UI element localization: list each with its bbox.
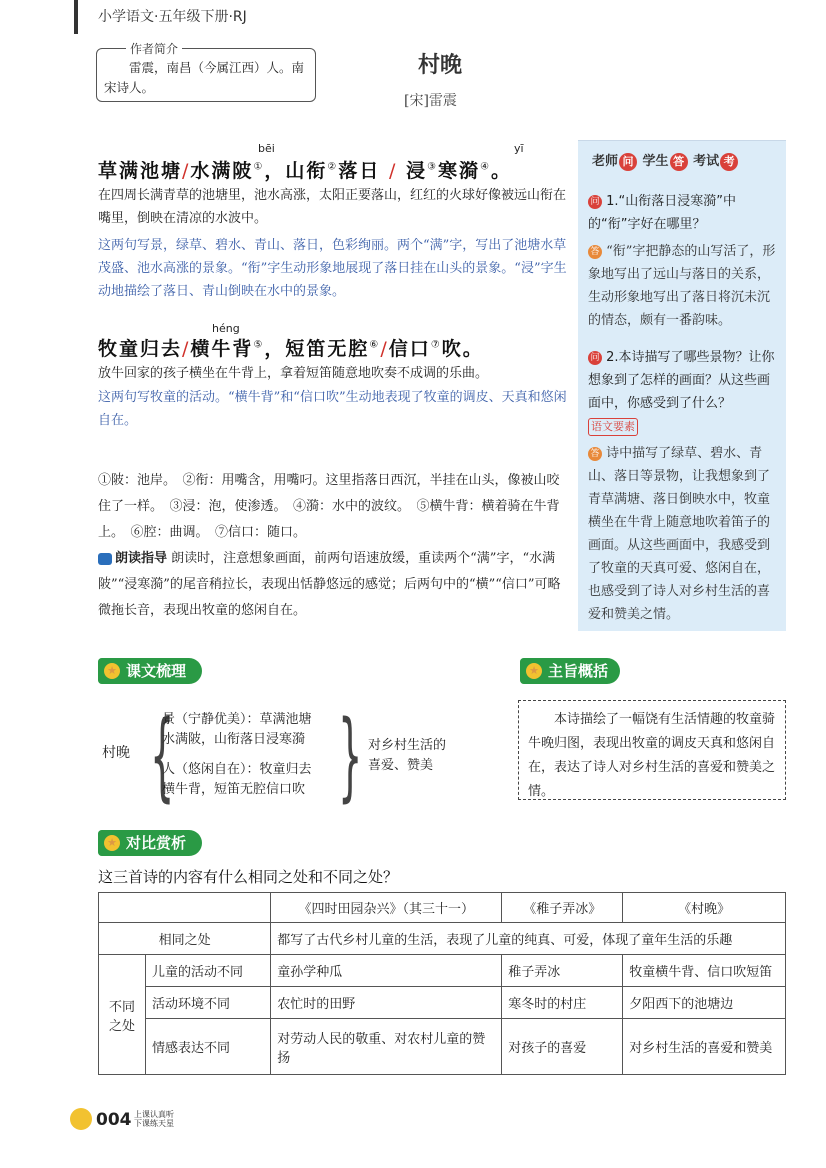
line1-analysis: 这两句写景，绿草、碧水、青山、落日，色彩绚丽。两个“满”字，写出了池塘水草茂盛、池水高涨的景象。“衔”字生动形象地展现了落日挂在山头的景象。“浸”字生动地描绘了落日、青山倒映在水中的景象。: [98, 238, 567, 299]
table-cell: 稚子弄冰: [502, 955, 623, 987]
page-number: 004: [96, 1110, 132, 1130]
author-text: 雷震，南昌（今属江西）人。南宋诗人。: [104, 60, 305, 95]
col-header-3: 《村晚》: [623, 893, 786, 923]
answer-1: “衔”字把静态的山写活了，形象地写出了远山与落日的关系，生动形象地写出了落日将沉未沉的情态，颇有一番韵味。: [588, 244, 776, 328]
question-2: 2.本诗描写了哪些景物？让你想象到了怎样的画面？从这些画面中，你感受到了什么？: [588, 350, 775, 411]
same-text: 都写了古代乡村儿童的生活，表现了儿童的纯真、可爱，体现了童年生活的乐趣: [271, 923, 786, 955]
pinyin-yi: yī: [514, 142, 524, 155]
line2-translation: 放牛回家的孩子横坐在牛背上，拿着短笛随意地吹奏不成调的乐曲。: [98, 366, 489, 381]
author-label: 作者简介: [126, 40, 182, 57]
star-icon: ★: [104, 835, 120, 851]
answer-badge: 答: [670, 153, 688, 171]
table-row: [99, 955, 786, 987]
notes: [98, 468, 568, 624]
table-cell: 农忙时的田野: [271, 987, 502, 1019]
line2-analysis: 这两句写牧童的活动。“横牛背”和“信口吹”生动地表现了牧童的调皮、天真和悠闲自在。: [98, 390, 567, 428]
header-bar: [74, 0, 78, 34]
poem-title: 村晚: [418, 53, 463, 78]
row-label: 情感表达不同: [146, 1019, 271, 1075]
qa-body: [588, 190, 780, 626]
table-cell: 对乡村生活的喜爱和赞美: [623, 1019, 786, 1075]
table-cell: 夕阳西下的池塘边: [623, 987, 786, 1019]
answer-2: 诗中描写了绿草、碧水、青山、落日等景物，让我想象到了青草满塘、落日倒映水中，牧童横坐在牛背上随意地吹着笛子的画面。从这些画面中，我感受到了牧童的天真可爱、悠闲自在，也感受到了诗人对乡村生活的喜爱和赞美之情。: [588, 446, 771, 622]
theme-heading: ★ 主旨概括: [520, 658, 620, 684]
col-header-2: 《稚子弄冰》: [502, 893, 623, 923]
language-element-tag: 语文要素: [588, 418, 638, 436]
answer-icon: 答: [588, 245, 602, 259]
comparison-table: [98, 892, 786, 1075]
brace-left: {: [150, 700, 175, 812]
table-row: [99, 987, 786, 1019]
structure-people: 人（悠闲自在）：牧童归去 横牛背，短笛无腔信口吹: [162, 762, 312, 797]
table-cell: 寒冬时的村庄: [502, 987, 623, 1019]
pinyin-heng: héng: [212, 322, 240, 335]
question-badge: 问: [619, 153, 637, 171]
row-label: 活动环境不同: [146, 987, 271, 1019]
question-icon: 问: [588, 195, 602, 209]
footer-badge-icon: [70, 1108, 92, 1130]
table-cell: 童孙学种瓜: [271, 955, 502, 987]
pinyin-bei: bēi: [258, 142, 275, 155]
poem-line-2: 牧童归去/横牛背⑤，短笛无腔⑥/信口⑦吹。: [98, 338, 484, 360]
structure-root: 村晚: [102, 745, 130, 761]
structure-scene: 景（宁静优美）：草满池塘 水满陂，山衔落日浸寒漪: [162, 712, 312, 747]
question-1: 1.“山衔落日浸寒漪”中的“衔”字好在哪里？: [588, 194, 737, 232]
speaker-icon: [98, 553, 112, 565]
table-row-same: [99, 923, 786, 955]
brace-right: }: [338, 700, 363, 812]
compare-question: 这三首诗的内容有什么相同之处和不同之处？: [98, 868, 399, 886]
table-cell: 对孩子的喜爱: [502, 1019, 623, 1075]
diff-label: 不同 之处: [99, 955, 146, 1075]
footer-slogan: 上课认真听 下课练天星: [134, 1110, 174, 1128]
table-cell: 对劳动人民的敬重、对农村儿童的赞扬: [271, 1019, 502, 1075]
theme-text: 本诗描绘了一幅饶有生活情趣的牧童骑牛晚归图，表现出牧童的调皮天真和悠闲自在，表达了诗人对乡村生活的喜爱和赞美之情。: [528, 712, 776, 799]
row-label: 儿童的活动不同: [146, 955, 271, 987]
qa-panel-title: 老师 问 学生 答 考试 考: [592, 150, 739, 171]
star-icon: ★: [104, 663, 120, 679]
question-icon: 问: [588, 351, 602, 365]
exam-badge: 考: [720, 153, 738, 171]
same-label: 相同之处: [99, 923, 271, 955]
table-cell: 牧童横牛背、信口吹短笛: [623, 955, 786, 987]
table-header-row: [99, 893, 786, 923]
annotations: ①陂：池岸。 ②衔：用嘴含，用嘴叼。这里指落日西沉，半挂在山头，像被山咬住了一样。 ③浸：泡，使渗透。 ④漪：水中的波纹。 ⑤横牛背：横着骑在牛背上。 ⑥腔：曲调。 ⑦信口：随口。: [98, 473, 560, 540]
running-header: 小学语文·五年级下册·RJ: [98, 9, 247, 25]
compare-heading: ★ 对比赏析: [98, 830, 202, 856]
table-row: [99, 1019, 786, 1075]
poem-line-1: 草满池塘/水满陂①，山衔②落日 / 浸③寒漪④。: [98, 160, 513, 182]
answer-icon: 答: [588, 447, 602, 461]
reading-guide-text: 朗读时，注意想象画面，前两句语速放缓，重读两个“满”字，“水满陂”“浸寒漪”的尾音稍拉长，表现出恬静悠远的感觉；后两句中的“横”“信口”可略微拖长音，表现出牧童的悠闲自在。: [98, 551, 561, 618]
poem-author: [宋]雷震: [404, 93, 457, 109]
col-header-1: 《四时田园杂兴》（其三十一）: [271, 893, 502, 923]
summary-heading: ★ 课文梳理: [98, 658, 202, 684]
line1-translation: 在四周长满青草的池塘里，池水高涨，太阳正要落山，红红的火球好像被远山衔在嘴里，倒映在清凉的水波中。: [98, 188, 567, 226]
reading-guide-label: 朗读指导: [115, 551, 168, 566]
structure-conclusion: 对乡村生活的 喜爱、赞美: [368, 738, 447, 773]
star-icon: ★: [526, 663, 542, 679]
